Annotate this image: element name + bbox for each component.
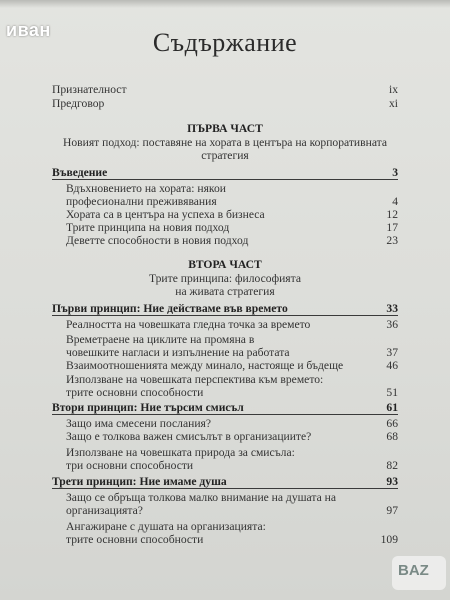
toc-page-number: 51 xyxy=(386,386,398,399)
toc-entry-continuation: човешките нагласи и изпълнение на работата xyxy=(66,346,290,359)
toc-entry-acknowledgements: Признателност xyxy=(52,83,127,96)
toc-entry: Времетраене на циклите на промяна в xyxy=(66,333,255,346)
toc-entry: Вдъхновението на хората: някои xyxy=(66,182,226,195)
toc-entry: Използване на човешката перспектива към времето: xyxy=(66,373,324,386)
chapter-rule xyxy=(52,488,398,489)
toc-entry: Защо е толкова важен смисълът в организациите? xyxy=(66,430,312,443)
toc-entry: Деветте способности в новия подход xyxy=(66,234,249,247)
badge-logo: BAZ xyxy=(398,562,429,579)
toc-entry: Трите принципа на новия подход xyxy=(66,221,230,234)
toc-entry-continuation: трите основни способности xyxy=(66,386,204,399)
chapter-rule xyxy=(52,179,398,180)
toc-page-number: 82 xyxy=(386,459,398,472)
part-subtitle-line: Новият подход: поставяне на хората в центъра на корпоративната xyxy=(62,136,388,149)
chapter-title: Първи принцип: Ние действаме във времето xyxy=(52,302,288,315)
chapter-title: Трети принцип: Ние имаме душа xyxy=(52,475,227,488)
chapter-title: Втори принцип: Ние търсим смисъл xyxy=(52,401,244,414)
toc-page-number: 37 xyxy=(386,346,398,359)
chapter-rule xyxy=(52,315,398,316)
page-title: Съдържание xyxy=(152,28,298,57)
toc-page-number: 97 xyxy=(386,504,398,517)
toc-entry-continuation: три основни способности xyxy=(66,459,194,472)
chapter-title: Въведение xyxy=(52,166,108,179)
toc-entry-continuation: професионални преживявания xyxy=(66,195,217,208)
watermark: иван xyxy=(6,20,51,40)
part-heading: ПЪРВА ЧАСТ xyxy=(187,122,263,135)
chapter-rule xyxy=(52,414,398,415)
toc-page-number: 46 xyxy=(386,359,398,372)
toc-page-number: xi xyxy=(388,97,398,110)
toc-page-number: 68 xyxy=(386,430,398,443)
part-subtitle-line: Трите принципа: философията xyxy=(149,272,301,285)
toc-entry-preface: Предговор xyxy=(52,97,105,110)
part-subtitle-line: на живата стратегия xyxy=(175,285,275,298)
toc-page-number: 4 xyxy=(392,195,398,208)
toc-entry: Взаимоотношенията между минало, настояще и бъдеще xyxy=(66,359,344,372)
toc-page-number: ix xyxy=(388,83,398,96)
toc-entry: Защо се обръща толкова малко внимание на душата на xyxy=(66,491,337,504)
toc-page-number: 66 xyxy=(386,417,398,430)
toc-page-number: 33 xyxy=(386,302,398,315)
toc-page-number: 36 xyxy=(386,318,398,331)
toc-page-number: 23 xyxy=(386,234,398,247)
toc-page-number: 3 xyxy=(392,166,398,179)
page-shadow xyxy=(0,0,450,8)
toc-page-number: 17 xyxy=(386,221,398,234)
toc-entry: Хората са в центъра на успеха в бизнеса xyxy=(66,208,265,221)
toc-page-number: 12 xyxy=(386,208,398,221)
part-heading: ВТОРА ЧАСТ xyxy=(188,258,262,271)
toc-entry: Защо има смесени послания? xyxy=(66,417,211,430)
toc-page-number: 109 xyxy=(380,533,398,546)
part-subtitle-line: стратегия xyxy=(201,149,249,162)
toc-entry: Ангажиране с душата на организацията: xyxy=(66,520,266,533)
toc-entry-continuation: трите основни способности xyxy=(66,533,204,546)
toc-entry: Реалността на човешката гледна точка за времето xyxy=(66,318,311,331)
toc-page-number: 93 xyxy=(386,475,398,488)
toc-page-number: 61 xyxy=(386,401,398,414)
toc-entry-continuation: организацията? xyxy=(66,504,143,517)
toc-entry: Използване на човешката природа за смисъла: xyxy=(66,446,295,459)
